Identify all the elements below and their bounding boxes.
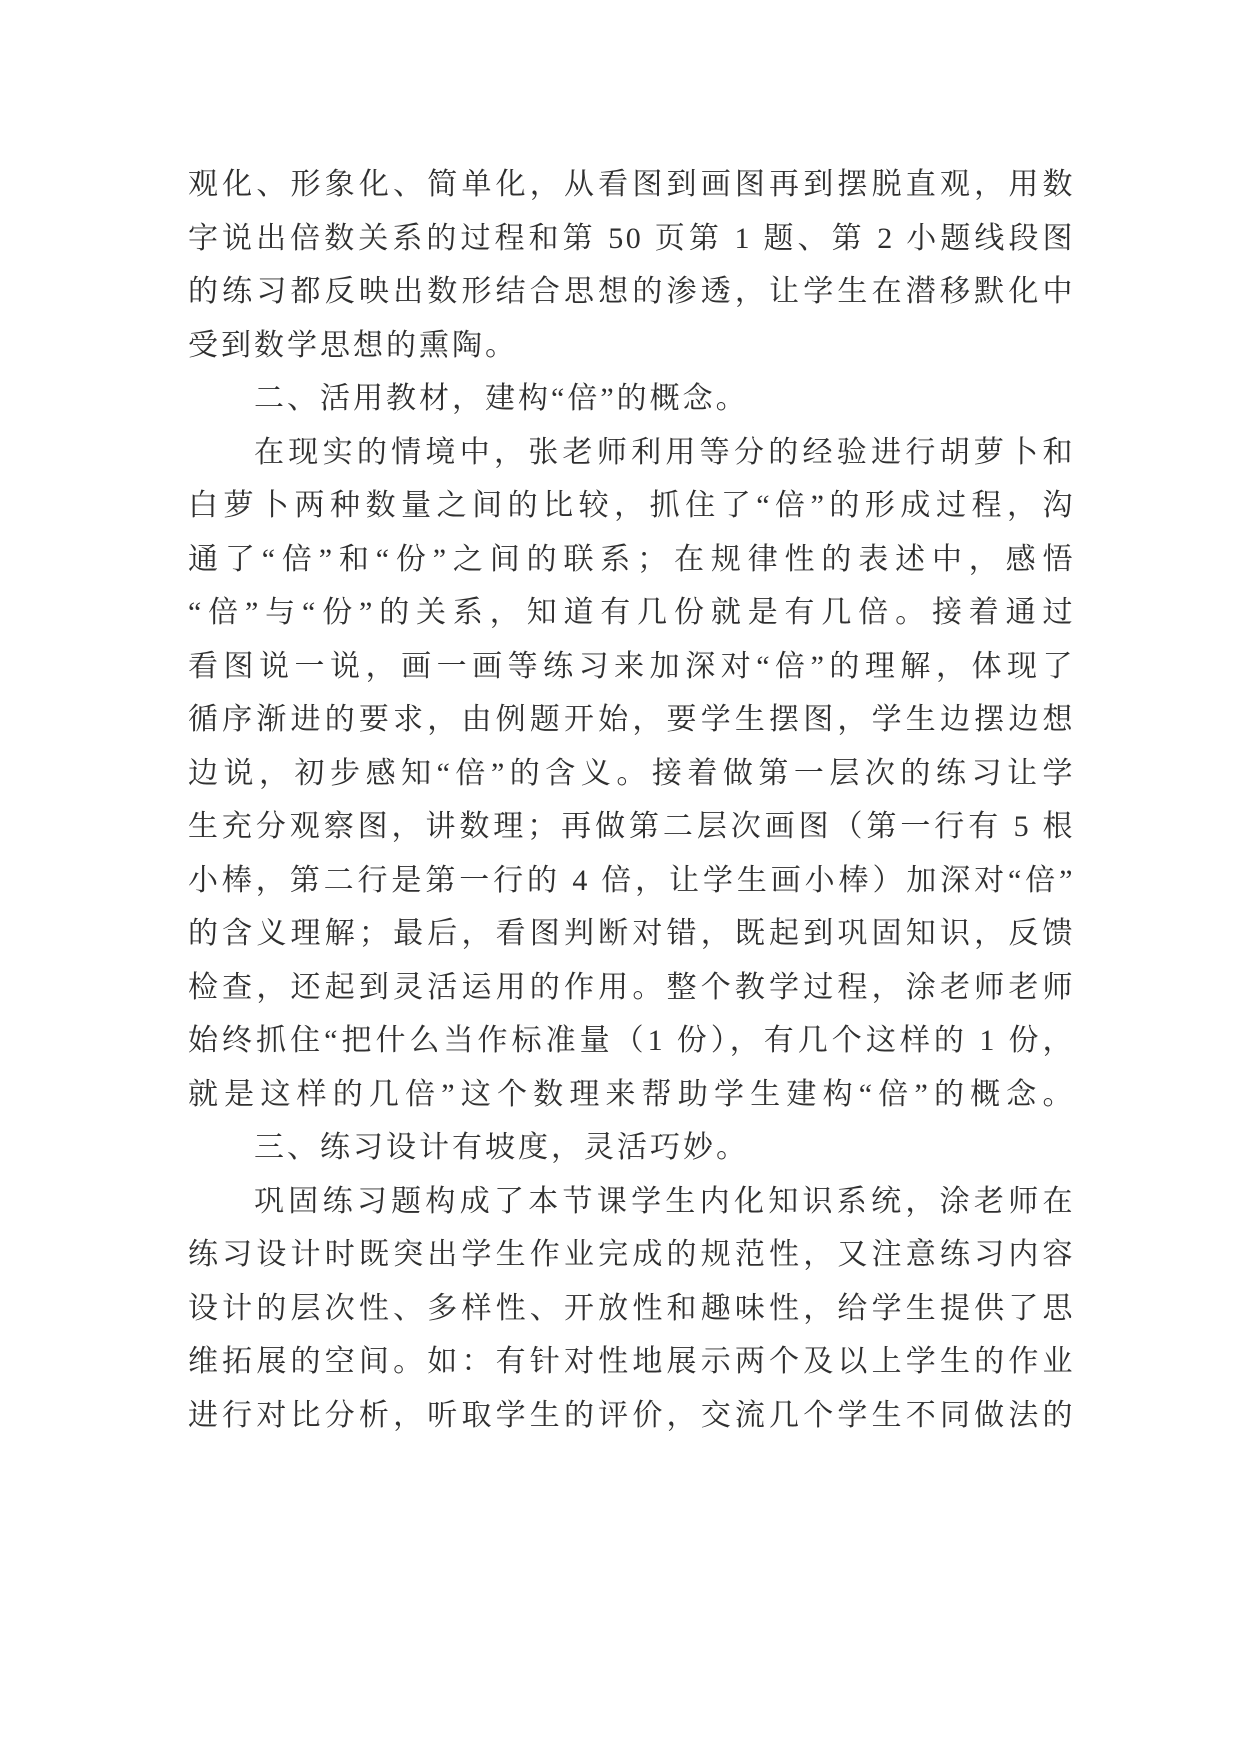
text-line: 循序渐进的要求，由例题开始，要学生摆图，学生边摆边想	[188, 703, 1075, 736]
text-line: 通了“倍”和“份”之间的联系；在规律性的表述中，感悟	[188, 542, 1075, 576]
text-line: 维拓展的空间。如：有针对性地展示两个及以上学生的作业	[188, 1345, 1075, 1378]
text-line: 白萝卜两种数量之间的比较，抓住了“倍”的形成过程，沟	[188, 489, 1075, 522]
text-line: 进行对比分析，听取学生的评价，交流几个学生不同做法的	[188, 1398, 1075, 1432]
text-line: 观化、形象化、简单化，从看图到画图再到摆脱直观，用数	[188, 168, 1075, 201]
text-line: 检查，还起到灵活运用的作用。整个教学过程，涂老师老师	[188, 970, 1075, 1004]
text-block	[188, 158, 1075, 1442]
text-line: 受到数学思想的熏陶。	[188, 328, 518, 362]
text-line: 边说，初步感知“倍”的含义。接着做第一层次的练习让学	[188, 756, 1075, 790]
text-line: “倍”与“份”的关系，知道有几份就是有几倍。接着通过	[188, 596, 1075, 629]
text-line: 设计的层次性、多样性、开放性和趣味性，给学生提供了思	[188, 1291, 1075, 1325]
text-line: 生充分观察图，讲数理；再做第二层次画图（第一行有 5 根	[188, 810, 1075, 843]
text-line: 巩固练习题构成了本节课学生内化知识系统，涂老师在	[254, 1184, 1075, 1218]
text-line: 字说出倍数关系的过程和第 50 页第 1 题、第 2 小题线段图	[188, 221, 1075, 255]
text-line: 小棒，第二行是第一行的 4 倍，让学生画小棒）加深对“倍”	[188, 863, 1075, 897]
text-line: 始终抓住“把什么当作标准量（1 份），有几个这样的 1 份，	[188, 1024, 1075, 1057]
text-line: 就是这样的几倍”这个数理来帮助学生建构“倍”的概念。	[188, 1077, 1075, 1111]
text-line: 练习设计时既突出学生作业完成的规范性，又注意练习内容	[188, 1238, 1075, 1271]
text-line: 的练习都反映出数形结合思想的渗透，让学生在潜移默化中	[188, 275, 1075, 308]
section-heading: 三、练习设计有坡度，灵活巧妙。	[254, 1131, 749, 1164]
section-heading: 二、活用教材，建构“倍”的概念。	[254, 382, 749, 415]
text-line: 看图说一说，画一画等练习来加深对“倍”的理解，体现了	[188, 649, 1075, 683]
text-line: 在现实的情境中，张老师利用等分的经验进行胡萝卜和	[254, 435, 1075, 469]
text-line: 的含义理解；最后，看图判断对错，既起到巩固知识，反馈	[188, 917, 1075, 950]
